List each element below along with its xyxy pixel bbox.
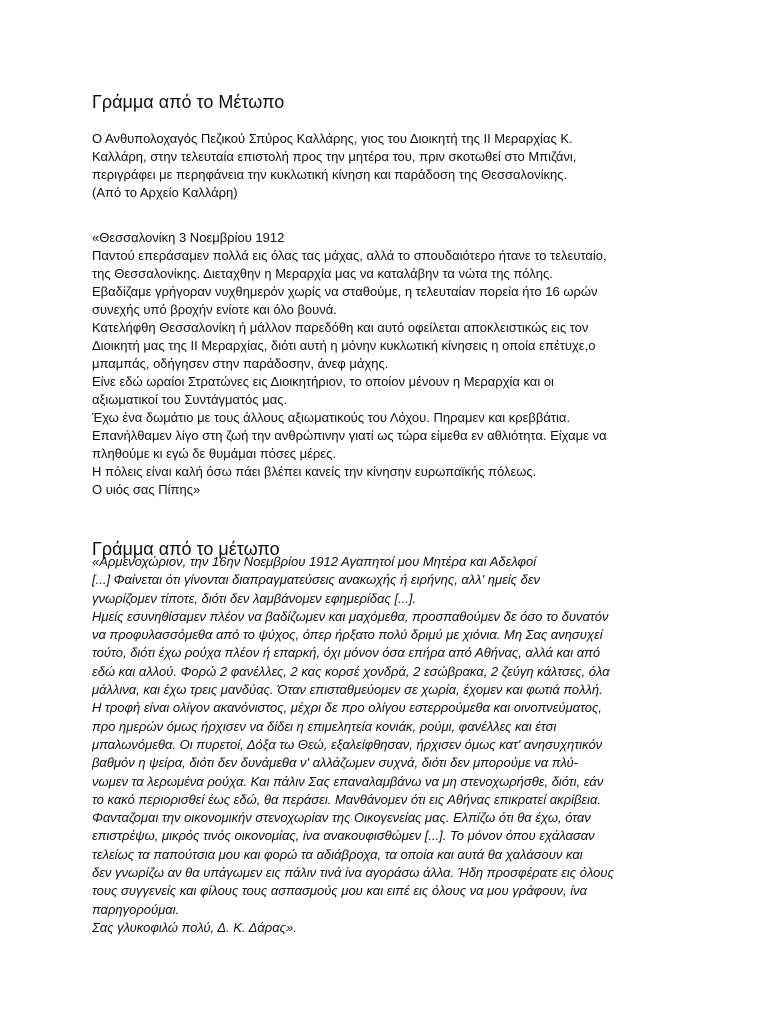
letter-2-line: Φανταζομαι την οικονομικήν στενοχωρίαν της Οικογενείας μας. Ελπίζω ότι θα έχω, όταν — [92, 810, 591, 826]
letter-1-line: της Θεσσαλονίκης. Διεταχθην η Μεραρχία μας να καταλάβην τα νώτα της πόλης. — [92, 266, 553, 281]
section-1-title: Γράμμα από το Μέτωπο — [92, 92, 285, 112]
letter-1-line: «Θεσσαλονίκη 3 Νοεμβρίου 1912 — [92, 230, 285, 245]
letter-1-body — [92, 229, 607, 499]
letter-1-line: Έχω ένα δωμάτιο με τους άλλους αξιωματικούς του Λόχου. Πηραμεν και κρεββάτια. — [92, 410, 571, 425]
letter-2-line: επιστρέψω, μικρός τινός οικονομίας, ίνα ανακουφισθώμεν [...]. Το μόνον όπου εχάλασαν — [92, 828, 595, 844]
letter-2-line: τους συγγενείς και φίλους τους ασπασμούς μου και ειπέ εις όλους να μου γράφουν, ίνα — [92, 883, 588, 899]
letter-2-line: Η τροφή είναι ολίγον ακανόνιστος, μέχρι δε προ ολίγου εστερρούμεθα και οινοπνεύματος, — [92, 700, 602, 716]
letter-2-signature: Σας γλυκοφιλώ πολύ, Δ. Κ. Δάρας». — [92, 919, 297, 935]
letter-2-line: γνωρίζομεν τίποτε, διότι δεν λαμβάνομεν εφημερίδας [...]. — [92, 590, 417, 606]
letter-2-line: δεν γνωρίζω αν θα υπάγωμεν εις πάλιν τινά ίνα αγοράσω άλλα. Ήδη προσφέρατε εις όλους — [92, 865, 614, 881]
letter-2-line: «Αρμενοχώριον, την 16ην Νοεμβρίου 1912 Αγαπητοί μου Μητέρα και Αδελφοί — [92, 554, 537, 569]
intro-paragraph — [92, 130, 576, 202]
letter-2-line: παρηγορούμαι. — [92, 901, 180, 917]
letter-1-line: Παντού επεράσαμεν πολλά εις όλας τας μάχας, αλλά το σπουδαιότερο ήτανε το τελευταίο, — [92, 248, 607, 263]
letter-1-signature: Ο υιός σας Πίπης» — [92, 482, 201, 497]
intro-line: Καλλάρη, στην τελευταία επιστολή προς την μητέρα του, πριν σκοτωθεί στο Μπιζάνι, — [92, 149, 577, 164]
letter-2-line: [...] Φαίνεται ότι γίνονται διαπραγματεύσεις ανακωχής ή ειρήνης, αλλ' ημείς δεν — [92, 572, 541, 588]
letter-2-line: Ημείς εσυνηθίσαμεν πλέον να βαδίζωμεν και μαχόμεθα, προσπαθούμεν δε όσο το δυνατόν — [92, 608, 609, 624]
letter-1-line: μπαμπάς, οδήγησεν στην παράδοσην, άνεφ μάχης. — [92, 356, 389, 371]
letter-2-body — [92, 553, 614, 937]
letter-2-line: προ ημερών όμως ήρχισεν να δίδει η επιμελητεία κονιάκ, ρούμι, φανέλλες και έτσι — [92, 718, 557, 734]
intro-line: (Από το Αρχείο Καλλάρη) — [92, 185, 238, 200]
letter-2-line: τούτο, διότι έχω ρούχα πλέον ή επαρκή, όχι μόνον όσα επήρα από Αθήνας, αλλά και από — [92, 645, 601, 661]
letter-1-line: Εβαδίζαμε γρήγοραν νυχθημερόν χωρίς να σταθούμε, η τελευταίαν πορεία ήτο 16 ωρών — [92, 284, 598, 299]
letter-1-line: Διοικητή μας της ΙΙ Μεραρχίας, διότι αυτή η μόνην κυκλωτική κίνησεις η οποία επέτυχε,ο — [92, 338, 596, 353]
intro-line: Ο Ανθυπολοχαγός Πεζικού Σπύρος Καλλάρης, γιος του Διοικητή της ΙΙ Μεραρχίας Κ. — [92, 131, 573, 146]
letter-2-line: νωμεν τα λερωμένα ρούχα. Και πάλιν Σας επαναλαμβάνω να μη στενοχωρήσθε, διότι, εάν — [92, 773, 604, 789]
letter-1-line: συνεχής υπό βροχήν ενίοτε και όλο βουνά. — [92, 302, 337, 317]
letter-2-line: μάλλινα, και έχω τρεις μανδύας. Όταν επισταθμεύομεν σε χωρία, έχομεν και φωτιά πολλή. — [92, 682, 603, 698]
letter-2-line: να προφυλασσόμεθα από το ψύχος, όπερ ήρξατο πολύ δριμύ με χιόνια. Μη Σας ανησυχεί — [92, 627, 603, 643]
letter-1-line: πληθούμε κι εγώ δε θυμάμαι πόσες μέρες. — [92, 446, 336, 461]
letter-1-line: αξιωματικοί του Συντάγματός μας. — [92, 392, 288, 407]
intro-line: περιγράφει με περηφάνεια την κυκλωτική κίνηση και παράδοση της Θεσσαλονίκης. — [92, 167, 568, 182]
letter-2-line: εδώ και αλλού. Φορώ 2 φανέλλες, 2 κας κορσέ χονδρά, 2 εσώβρακα, 2 ζεύγη κάλτσες, όλα — [92, 663, 610, 679]
section-2-title: Γράμμα από το μέτωπο — [92, 539, 280, 559]
letter-1-line: Η πόλεις είναι καλή όσω πάει βλέπει κανείς την κίνησην ευρωπαϊκής πόλεως. — [92, 464, 537, 479]
letter-2-line: βαθμόν η ψείρα, διότι δεν δυνάμεθα ν' αλλάζωμεν συχνά, διότι δεν μπορούμε να πλύ- — [92, 755, 579, 771]
letter-1-line: Επανήλθαμεν λίγο στη ζωή την ανθρώπινην γιατί ως τώρα είμεθα εν αθλιότητα. Είχαμε να — [92, 428, 607, 443]
letter-2-line: το κακό περιορισθεί έως εδώ, θα περάσει. Μανθάνομεν ότι εις Αθήνας επικρατεί ακρίβεια. — [92, 791, 602, 807]
letter-2-line: τελείως τα παπούτσια μου και φορώ τα αδιάβροχα, τα οποία και αυτά θα χαλάσουν και — [92, 846, 583, 862]
letter-1-line: Κατελήφθη Θεσσαλονίκη ή μάλλον παρεδόθη και αυτό οφείλεται αποκλειστικώς εις τον — [92, 320, 589, 335]
letter-1-line: Είνε εδώ ωραίοι Στρατώνες εις Διοικητήριον, το οποίον μένουν η Μεραρχία και οι — [92, 374, 554, 389]
letter-2-line: μπαλωνόμεθα. Οι πυρετοί, Δόξα τω Θεώ, εξαλείφθησαν, ήρχισεν όμως κατ' ανησυχητικόν — [92, 736, 603, 752]
